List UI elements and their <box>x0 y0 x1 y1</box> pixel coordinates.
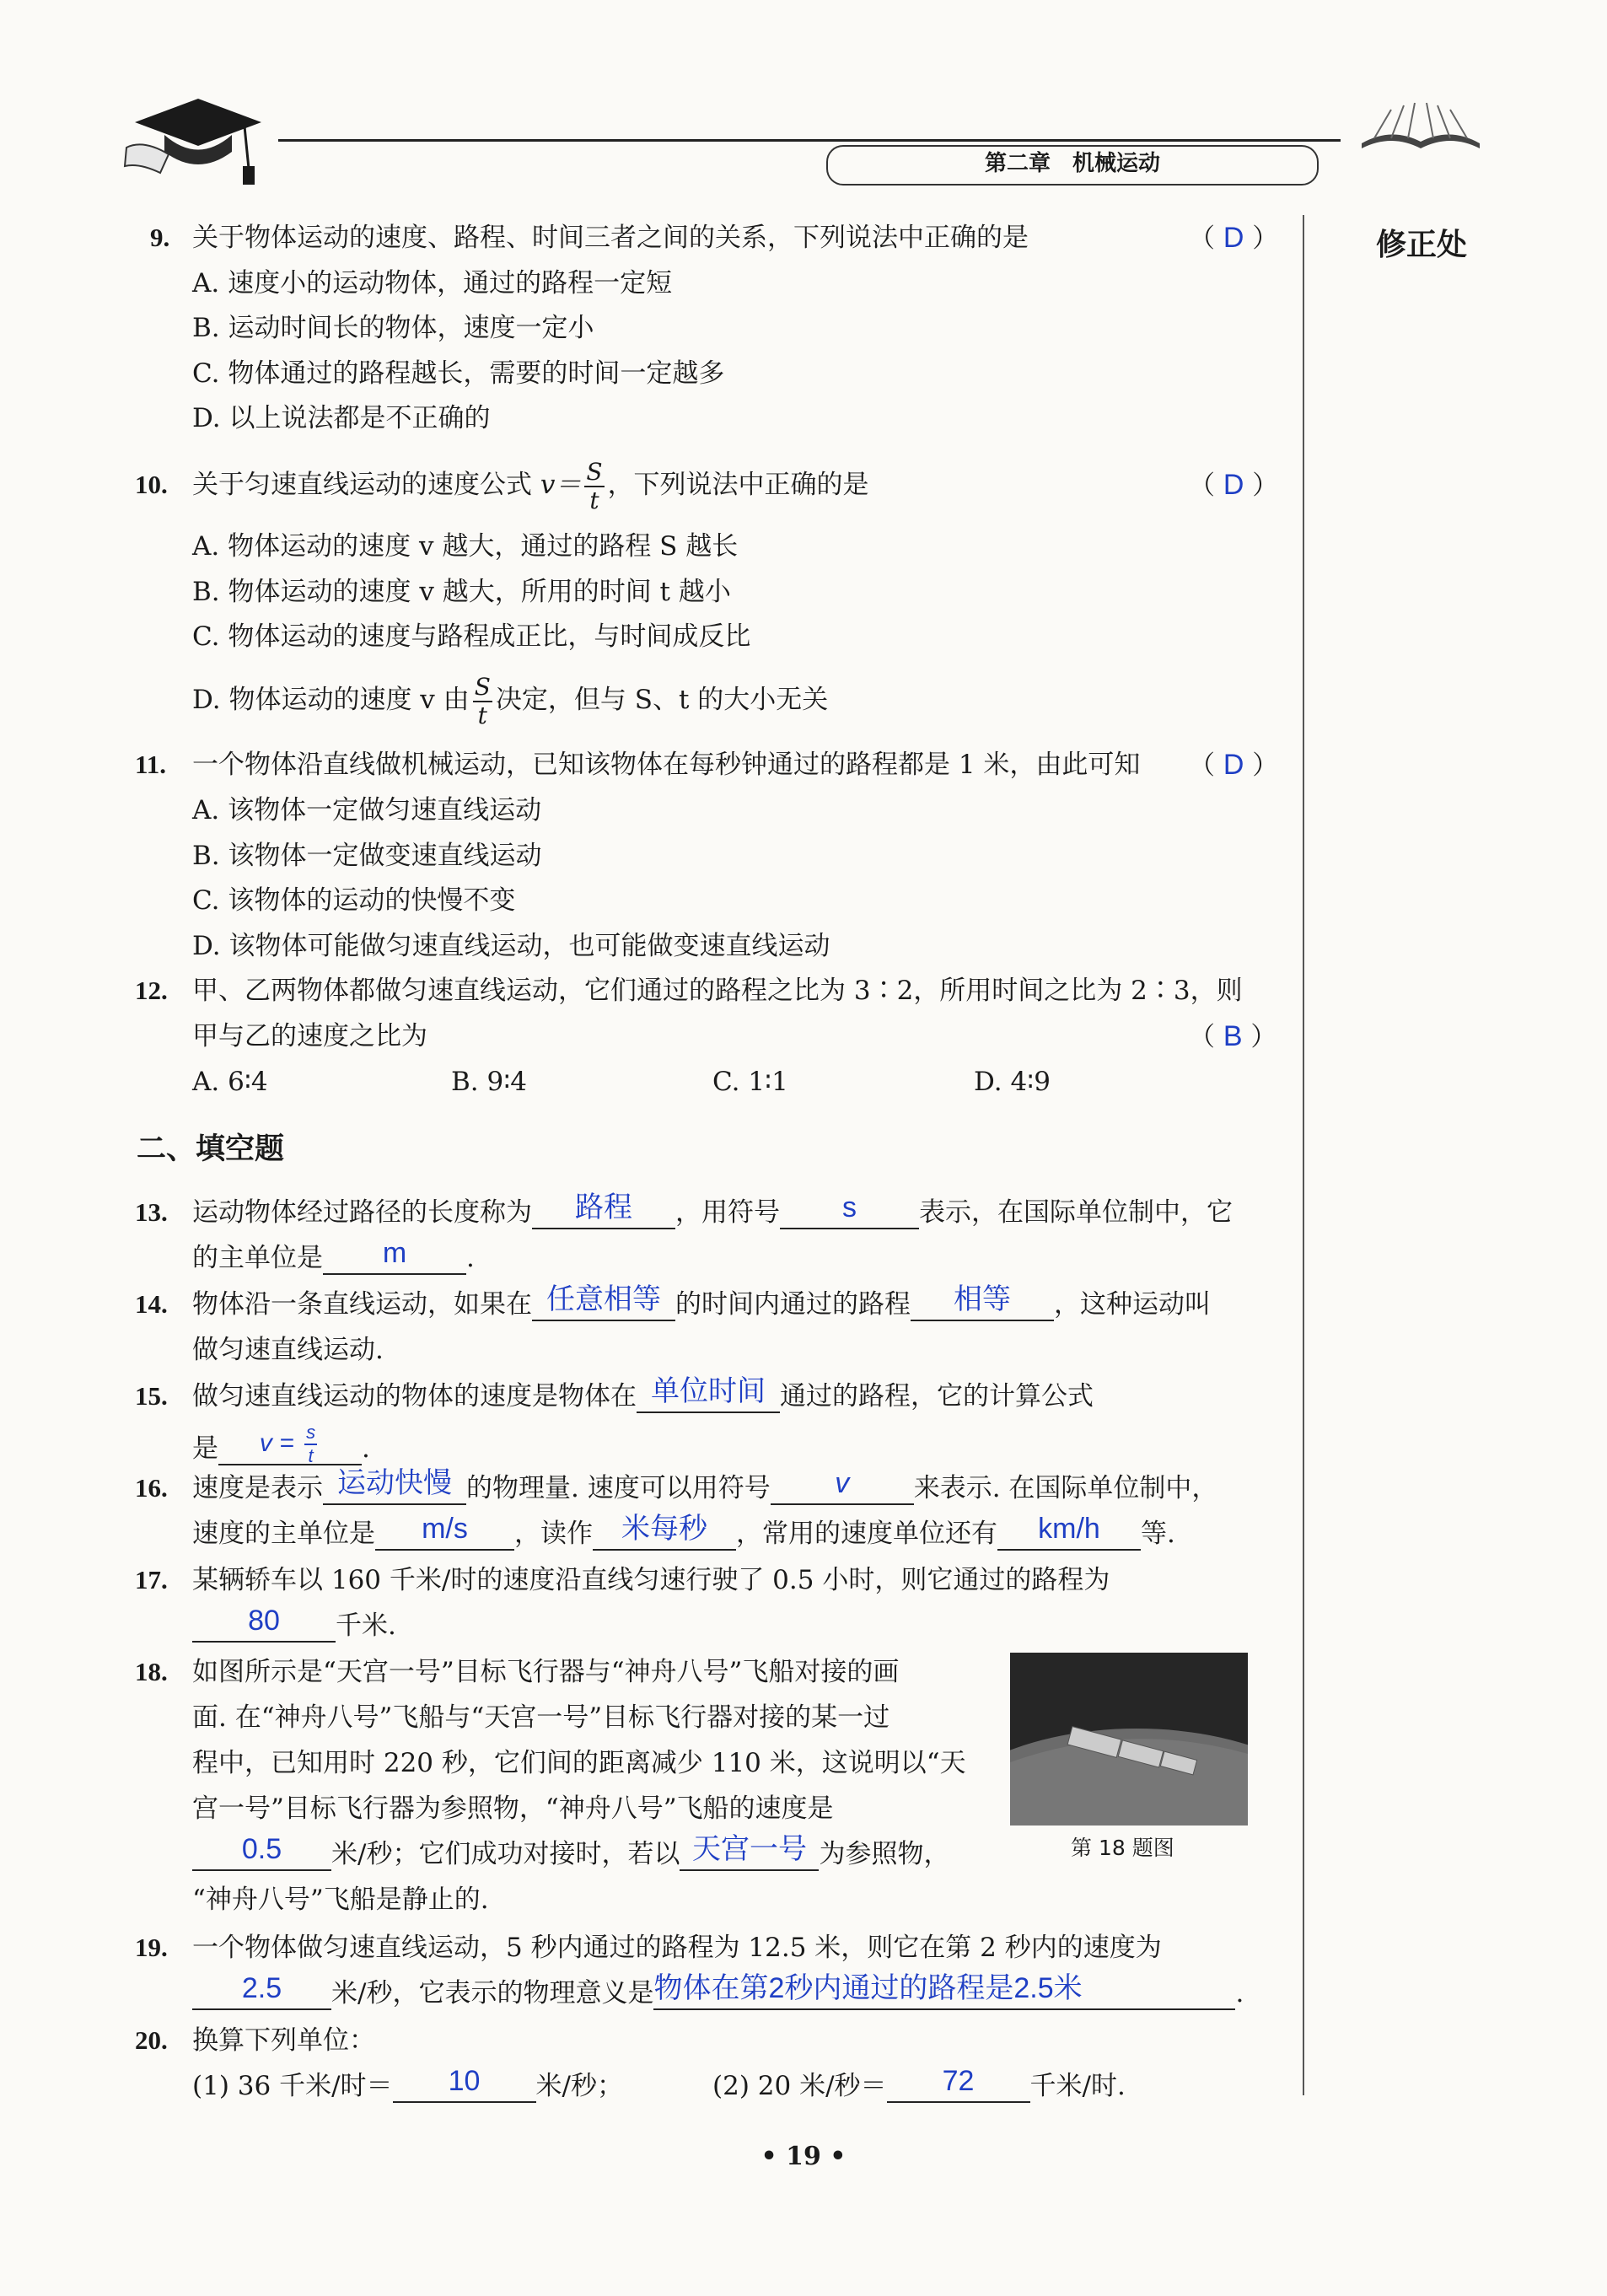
q11-answer: D <box>1223 749 1244 781</box>
q9-option-b: B. 运动时间长的物体，速度一定小 <box>192 313 594 343</box>
q11-option-b: B. 该物体一定做变速直线运动 <box>192 841 542 871</box>
q10-option-a: A. 物体运动的速度 v 越大，通过的路程 S 越长 <box>192 531 739 562</box>
spacecraft-docking-photo <box>1010 1653 1248 1826</box>
section-fill-in-title: 二、填空题 <box>137 1132 285 1166</box>
q10-stem: 关于匀速直线运动的速度公式 v＝ $\frac{S}{t}$ ，下列说法中正确的是 <box>192 457 869 514</box>
q11-stem: 一个物体沿直线做机械运动，已知该物体在每秒钟通过的路程都是 1 米，由此可知 <box>192 750 1141 780</box>
q18-line4: 宫一号”目标飞行器为参照物，“神舟八号”飞船的速度是 <box>192 1793 834 1824</box>
q17-line2: 80 千米. <box>192 1609 396 1643</box>
side-column-rule <box>1303 215 1304 2095</box>
q13-blank-2[interactable]: s <box>780 1196 919 1229</box>
q11-number: 11. <box>135 750 167 779</box>
correction-column-label: 修正处 <box>1376 228 1468 262</box>
q9-option-d: D. 以上说法都是不正确的 <box>192 403 491 433</box>
q18-number: 18. <box>135 1657 168 1686</box>
q13-blank-3[interactable]: m <box>323 1241 466 1275</box>
q18-blank-2[interactable]: 天宫一号 <box>680 1837 819 1871</box>
q10-answer: D <box>1223 469 1244 501</box>
q10-option-d: D. 物体运动的速度 v 由 $\frac{S}{t}$ 决定，但与 S、t 的大小无关 <box>192 672 829 729</box>
q10-number: 10. <box>135 470 168 499</box>
q14-blank-1[interactable]: 任意相等 <box>532 1288 675 1321</box>
page-number: • 19 • <box>761 2142 846 2171</box>
q20-blank-2[interactable]: 72 <box>887 2069 1030 2103</box>
q9-answer: D <box>1223 222 1244 254</box>
chapter-label-box <box>826 145 1319 186</box>
q13-line1: 运动物体经过路径的长度称为 路程 ，用符号 s 表示，在国际单位制中，它 <box>192 1191 1233 1228</box>
header-rule <box>278 139 1341 142</box>
q14-line1: 物体沿一条直线运动，如果在 任意相等 的时间内通过的路程 相等 ，这种运动叫 <box>192 1283 1211 1320</box>
q11-answer-paren: （ D ） <box>1189 749 1279 781</box>
q18-line2: 面. 在“神舟八号”飞船与“天宫一号”目标飞行器对接的某一过 <box>192 1702 890 1733</box>
q16-blank-4[interactable]: 米每秒 <box>593 1517 736 1551</box>
q17-line1: 某辆轿车以 160 千米/时的速度沿直线匀速行驶了 0.5 小时，则它通过的路程为 <box>192 1565 1110 1595</box>
q10-option-b: B. 物体运动的速度 v 越大，所用的时间 t 越小 <box>192 577 731 607</box>
q15-blank-2[interactable]: v = $\frac{s}{t}$ <box>218 1425 362 1465</box>
q20-line2b: (2) 20 米/秒＝ 72 千米/时. <box>712 2065 1126 2101</box>
q16-blank-3[interactable]: m/s <box>375 1517 514 1551</box>
q14-line2: 做匀速直线运动. <box>192 1335 384 1365</box>
q12-option-c: C. 1∶1 <box>712 1067 788 1097</box>
q18-line6: “神舟八号”飞船是静止的. <box>192 1885 489 1915</box>
graduation-cap-icon <box>118 89 266 190</box>
open-book-icon <box>1357 101 1484 152</box>
q10-formula-fraction: $\frac{S}{t}$ <box>586 457 603 514</box>
q14-number: 14. <box>135 1289 168 1319</box>
q20-line2: (1) 36 千米/时＝ 10 米/秒； <box>192 2065 623 2101</box>
q19-line1: 一个物体做匀速直线运动，5 秒内通过的路程为 12.5 米，则它在第 2 秒内的速度为 <box>192 1933 1162 1963</box>
q18-blank-1[interactable]: 0.5 <box>192 1837 331 1871</box>
figure-caption: 第 18 题图 <box>1071 1836 1174 1860</box>
q12-number: 12. <box>135 976 168 1005</box>
q18-line1: 如图所示是“天宫一号”目标飞行器与“神舟八号”飞船对接的画 <box>192 1657 900 1687</box>
q16-blank-5[interactable]: km/h <box>997 1517 1141 1551</box>
q14-blank-2[interactable]: 相等 <box>911 1288 1054 1321</box>
q16-number: 16. <box>135 1473 168 1503</box>
q15-line2: 是 v = $\frac{s}{t}$ . <box>192 1422 370 1466</box>
q19-number: 19. <box>135 1933 168 1962</box>
q20-blank-1[interactable]: 10 <box>393 2069 536 2103</box>
q12-option-a: A. 6∶4 <box>192 1067 268 1097</box>
q13-number: 13. <box>135 1197 168 1227</box>
q11-option-d: D. 该物体可能做匀速直线运动，也可能做变速直线运动 <box>192 931 830 961</box>
q12-option-d: D. 4∶9 <box>974 1067 1051 1097</box>
q9-number: 9. <box>150 223 170 252</box>
q12-stem-line1: 甲、乙两物体都做匀速直线运动，它们通过的路程之比为 3∶2，所用时间之比为 2∶3，则 <box>192 976 1243 1006</box>
q18-line5: 0.5 米/秒；它们成功对接时，若以 天宫一号 为参照物， <box>192 1837 949 1871</box>
q10-answer-paren: （ D ） <box>1189 469 1279 501</box>
q15-blank-1[interactable]: 单位时间 <box>637 1379 780 1413</box>
q9-option-c: C. 物体通过的路程越长，需要的时间一定越多 <box>192 358 725 389</box>
q16-line2: 速度的主单位是 m/s ，读作 米每秒 ，常用的速度单位还有 km/h 等. <box>192 1513 1175 1549</box>
q16-blank-1[interactable]: 运动快慢 <box>323 1471 466 1505</box>
q17-blank-1[interactable]: 80 <box>192 1609 336 1643</box>
q16-line1: 速度是表示 运动快慢 的物理量. 速度可以用符号 v 来表示. 在国际单位制中， <box>192 1467 1218 1503</box>
q12-answer: B <box>1223 1020 1243 1052</box>
q15-line1: 做匀速直线运动的物体的速度是物体在 单位时间 通过的路程，它的计算公式 <box>192 1375 1094 1411</box>
chapter-label: 第二章 机械运动 <box>984 151 1160 176</box>
q10-optD-fraction: $\frac{S}{t}$ <box>474 672 491 729</box>
q10-option-c: C. 物体运动的速度与路程成正比，与时间成反比 <box>192 621 751 652</box>
q9-option-a: A. 速度小的运动物体，通过的路程一定短 <box>192 268 673 298</box>
q11-option-a: A. 该物体一定做匀速直线运动 <box>192 795 542 825</box>
q12-option-b: B. 9∶4 <box>451 1067 528 1097</box>
q9-stem: 关于物体运动的速度、路程、时间三者之间的关系，下列说法中正确的是 <box>192 223 1029 253</box>
q18-line3: 程中，已知用时 220 秒，它们间的距离减少 110 米，这说明以“天 <box>192 1748 966 1778</box>
q9-answer-paren: （ D ） <box>1189 222 1279 254</box>
q13-blank-1[interactable]: 路程 <box>532 1196 675 1229</box>
q12-stem-line2: 甲与乙的速度之比为 <box>192 1021 427 1051</box>
q19-blank-2[interactable]: 物体在第2秒内通过的路程是2.5米 <box>653 1976 1235 2010</box>
q20-number: 20. <box>135 2025 168 2055</box>
q11-option-c: C. 该物体的运动的快慢不变 <box>192 885 516 916</box>
q17-number: 17. <box>135 1565 168 1594</box>
q19-line2: 2.5 米/秒，它表示的物理意义是物体在第2秒内通过的路程是2.5米 . <box>192 1976 1244 2010</box>
q19-blank-1[interactable]: 2.5 <box>192 1976 331 2010</box>
q12-answer-paren: （ B ） <box>1189 1020 1277 1052</box>
q15-number: 15. <box>135 1381 168 1411</box>
q20-stem: 换算下列单位： <box>192 2025 375 2056</box>
q16-blank-2[interactable]: v <box>771 1471 914 1505</box>
q13-line2: 的主单位是 m . <box>192 1237 475 1273</box>
